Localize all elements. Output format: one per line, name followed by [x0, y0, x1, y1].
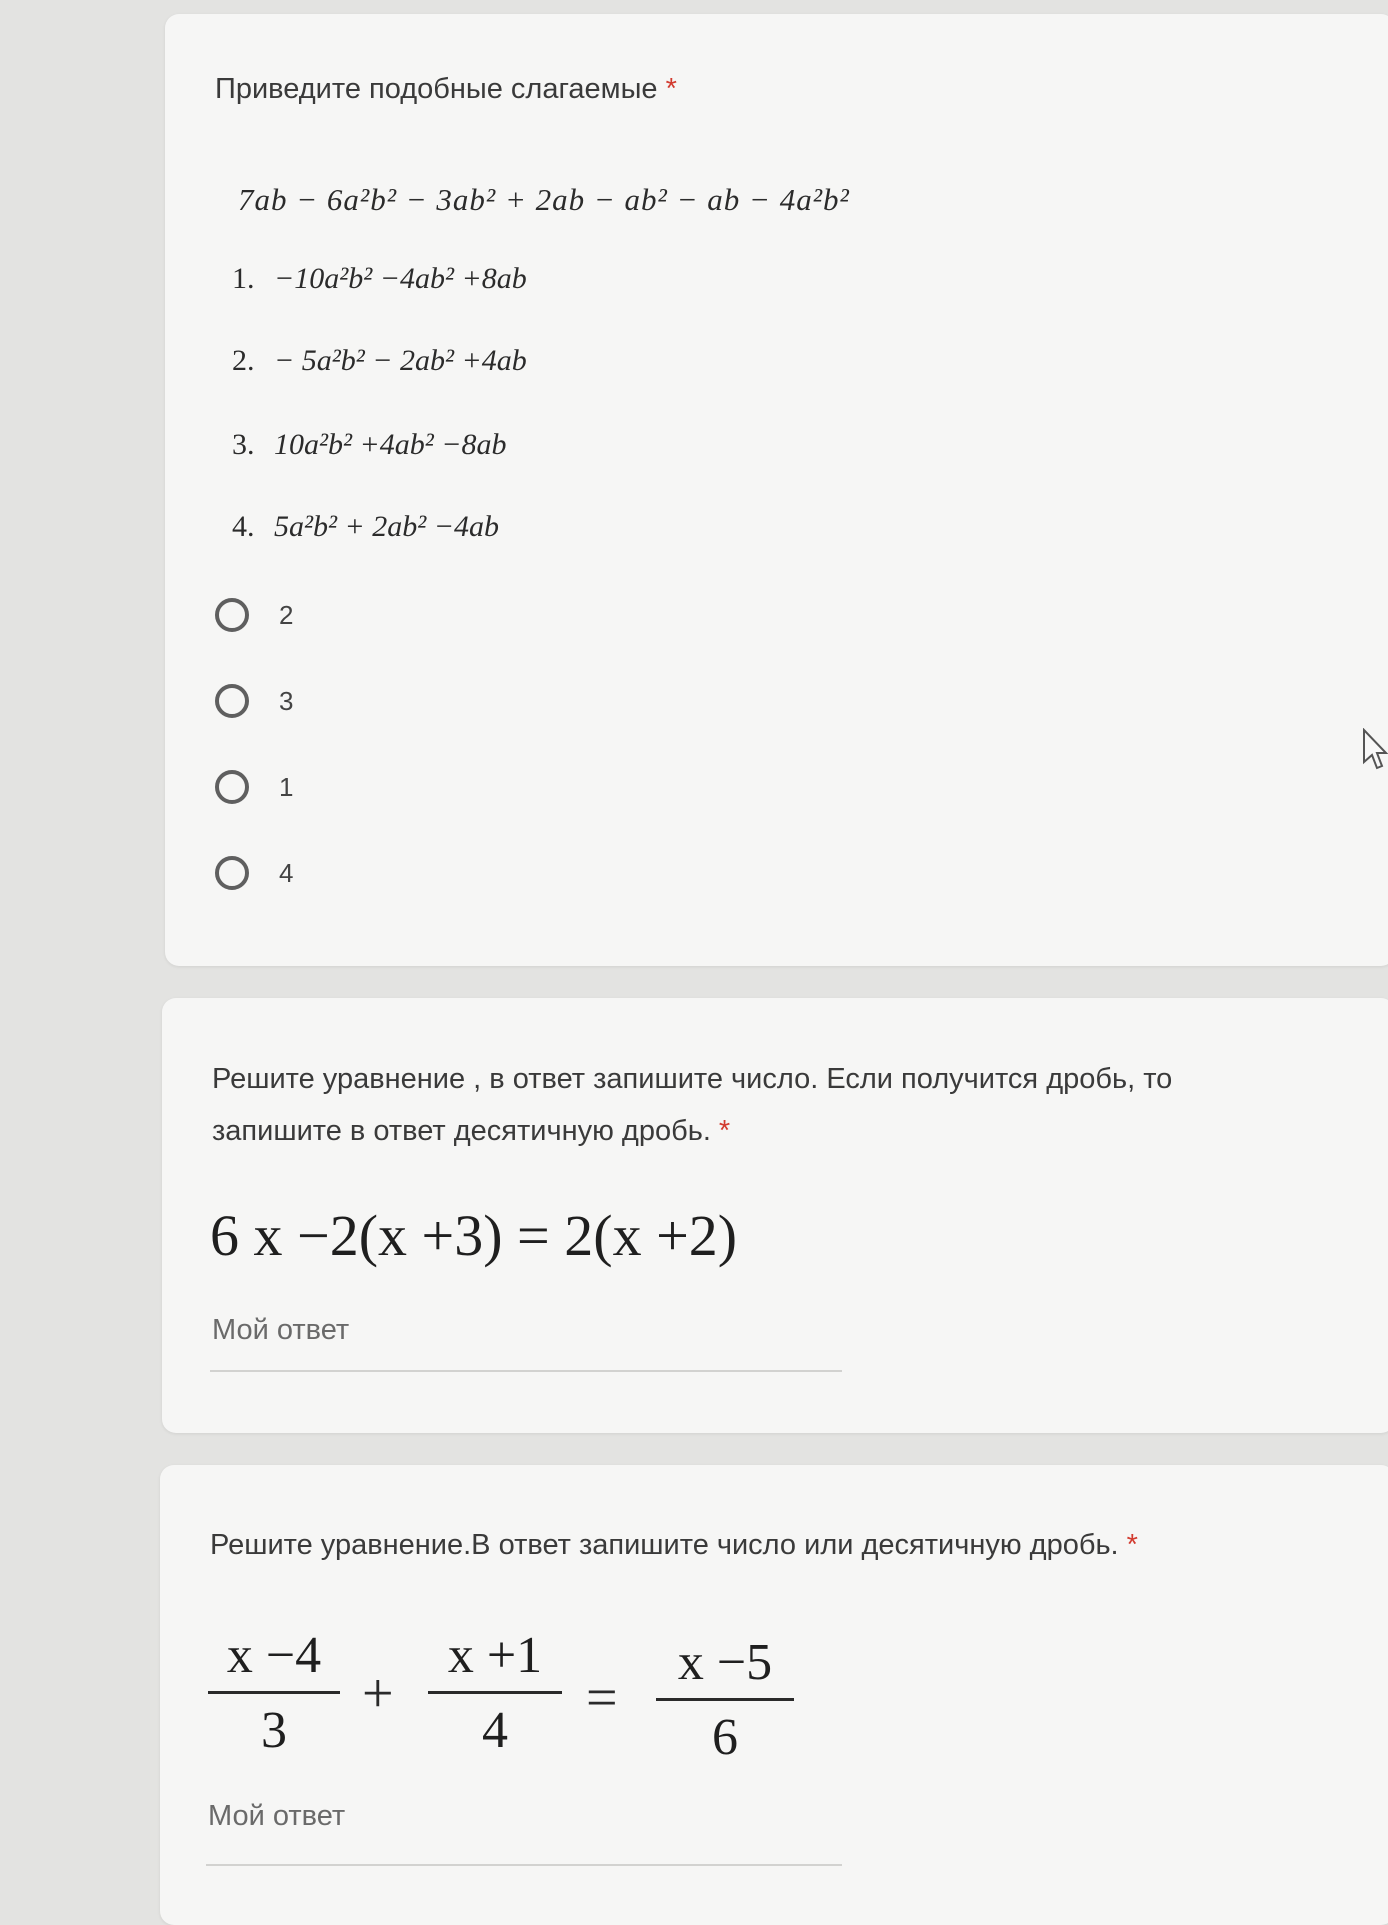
fraction-bar: [428, 1691, 562, 1694]
option-expression: 10a²b² +4ab² −8ab: [274, 428, 507, 461]
radio-choice-3[interactable]: [215, 676, 293, 726]
fraction-3-denominator: 6: [712, 1709, 738, 1766]
radio-button[interactable]: [215, 856, 249, 890]
fraction-1-denominator: 3: [261, 1702, 287, 1759]
answer-input[interactable]: Мой ответ: [208, 1800, 346, 1832]
answer-input-underline: [206, 1864, 842, 1866]
option-line-4: [232, 510, 499, 544]
fraction-3-numerator: x −5: [677, 1634, 773, 1691]
option-expression: − 5a²b² − 2ab² +4ab: [274, 344, 527, 377]
answer-input-underline: [210, 1370, 842, 1372]
option-number: 2.: [232, 344, 255, 377]
fraction-3: [656, 1632, 794, 1769]
question-1-expression: 7ab − 6a²b² − 3ab² + 2ab − ab² − ab − 4a²b²: [238, 182, 850, 217]
radio-label: 1: [279, 771, 294, 802]
option-line-2: [232, 344, 527, 378]
plus-sign: +: [362, 1663, 394, 1725]
question-3-title-text: Решите уравнение.В ответ запишите число или десятичную дробь.: [210, 1529, 1119, 1561]
equals-sign: =: [586, 1667, 618, 1729]
radio-label: 4: [279, 857, 294, 888]
option-expression: −10a²b² −4ab² +8ab: [274, 262, 527, 295]
mouse-pointer-icon: [1362, 728, 1388, 772]
fraction-bar: [656, 1698, 794, 1701]
option-expression: 5a²b² + 2ab² −4ab: [274, 510, 499, 543]
fraction-1-numerator: x −4: [226, 1627, 322, 1684]
answer-input[interactable]: Мой ответ: [212, 1314, 350, 1346]
radio-choice-4[interactable]: [215, 848, 293, 898]
fraction-2: [428, 1625, 562, 1762]
option-number: 4.: [232, 510, 255, 543]
fraction-bar: [208, 1691, 340, 1694]
required-asterisk: *: [665, 73, 677, 105]
radio-label: 3: [279, 685, 294, 716]
question-2-title-line-2: [212, 1106, 730, 1156]
radio-button[interactable]: [215, 598, 249, 632]
question-card-1: [165, 14, 1388, 966]
question-2-title-text: запишите в ответ десятичную дробь.: [212, 1115, 711, 1147]
radio-choice-1[interactable]: [215, 762, 293, 812]
required-asterisk: *: [718, 1115, 731, 1147]
option-line-1: [232, 262, 527, 296]
fraction-2-denominator: 4: [482, 1702, 508, 1759]
question-1-title: [215, 64, 677, 114]
question-2-title-line-1: Решите уравнение , в ответ запишите число. Если получится дробь, то: [212, 1063, 1173, 1095]
radio-choice-2[interactable]: [215, 590, 293, 640]
option-number: 3.: [232, 428, 255, 461]
radio-label: 2: [279, 599, 294, 630]
fraction-1: [208, 1625, 340, 1762]
question-2-equation: 6 x −2(x +3) = 2(x +2): [210, 1203, 738, 1268]
radio-button[interactable]: [215, 684, 249, 718]
question-3-title: [210, 1520, 1138, 1570]
option-line-3: [232, 428, 506, 462]
question-1-title-text: Приведите подобные слагаемые: [215, 73, 658, 105]
required-asterisk: *: [1126, 1529, 1138, 1561]
radio-button[interactable]: [215, 770, 249, 804]
fraction-2-numerator: x +1: [447, 1627, 543, 1684]
option-number: 1.: [232, 262, 255, 295]
